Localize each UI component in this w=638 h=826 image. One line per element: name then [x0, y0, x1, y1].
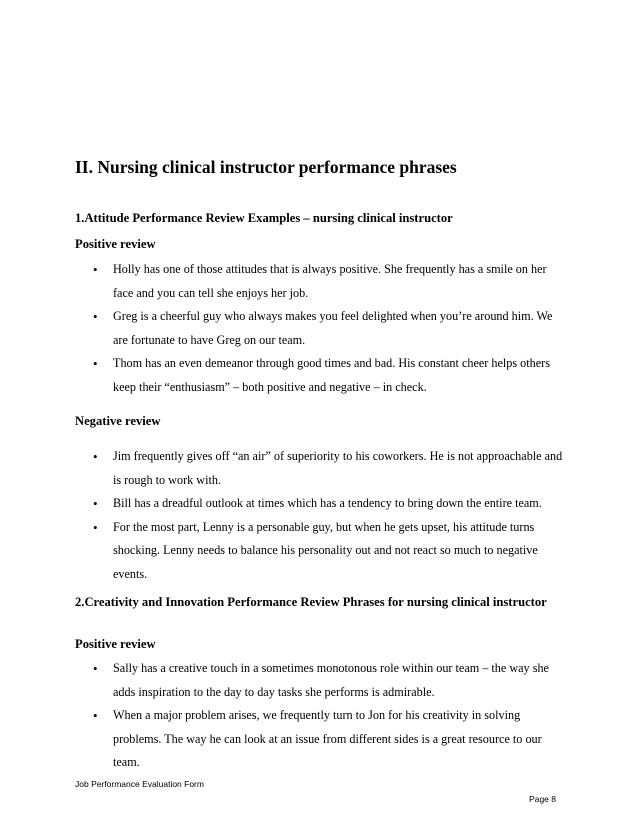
- creativity-positive-list: [93, 657, 563, 775]
- page-title: II. Nursing clinical instructor performance phrases: [75, 157, 457, 177]
- list-item: • Greg is a cheerful guy who always makes you feel delighted when you’re around him. We are fortunate to have Greg on our team.: [93, 305, 563, 352]
- footer-form-name: Job Performance Evaluation Form: [75, 779, 204, 789]
- list-item: • Jim frequently gives off “an air” of superiority to his coworkers. He is not approachable and is rough to work with.: [93, 445, 563, 492]
- attitude-negative-list: [93, 445, 563, 586]
- attitude-positive-list: [93, 258, 563, 399]
- section-heading-attitude: 1.Attitude Performance Review Examples – nursing clinical instructor: [75, 211, 453, 225]
- list-item: • Thom has an even demeanor through good times and bad. His constant cheer helps others keep their “enthusiasm” – both positive and negative – in check.: [93, 352, 563, 399]
- section-heading-creativity: 2.Creativity and Innovation Performance Review Phrases for nursing clinical instructor: [75, 595, 547, 609]
- negative-review-label: Negative review: [75, 414, 161, 428]
- list-item: • When a major problem arises, we frequently turn to Jon for his creativity in solving problems. The way he can look at an issue from different sides is a great resource to our team.: [93, 704, 563, 775]
- list-item: • For the most part, Lenny is a personable guy, but when he gets upset, his attitude turns shocking. Lenny needs to balance his personality out and not react so much to negative events.: [93, 516, 563, 587]
- positive-review-label: Positive review: [75, 237, 156, 251]
- list-item: • Holly has one of those attitudes that is always positive. She frequently has a smile on her face and you can tell she enjoys her job.: [93, 258, 563, 305]
- list-item: • Sally has a creative touch in a sometimes monotonous role within our team – the way she adds inspiration to the day to day tasks she performs is admirable.: [93, 657, 563, 704]
- page-number: Page 8: [529, 794, 556, 804]
- list-item: • Bill has a dreadful outlook at times which has a tendency to bring down the entire team.: [93, 492, 563, 516]
- positive-review-label: Positive review: [75, 637, 156, 651]
